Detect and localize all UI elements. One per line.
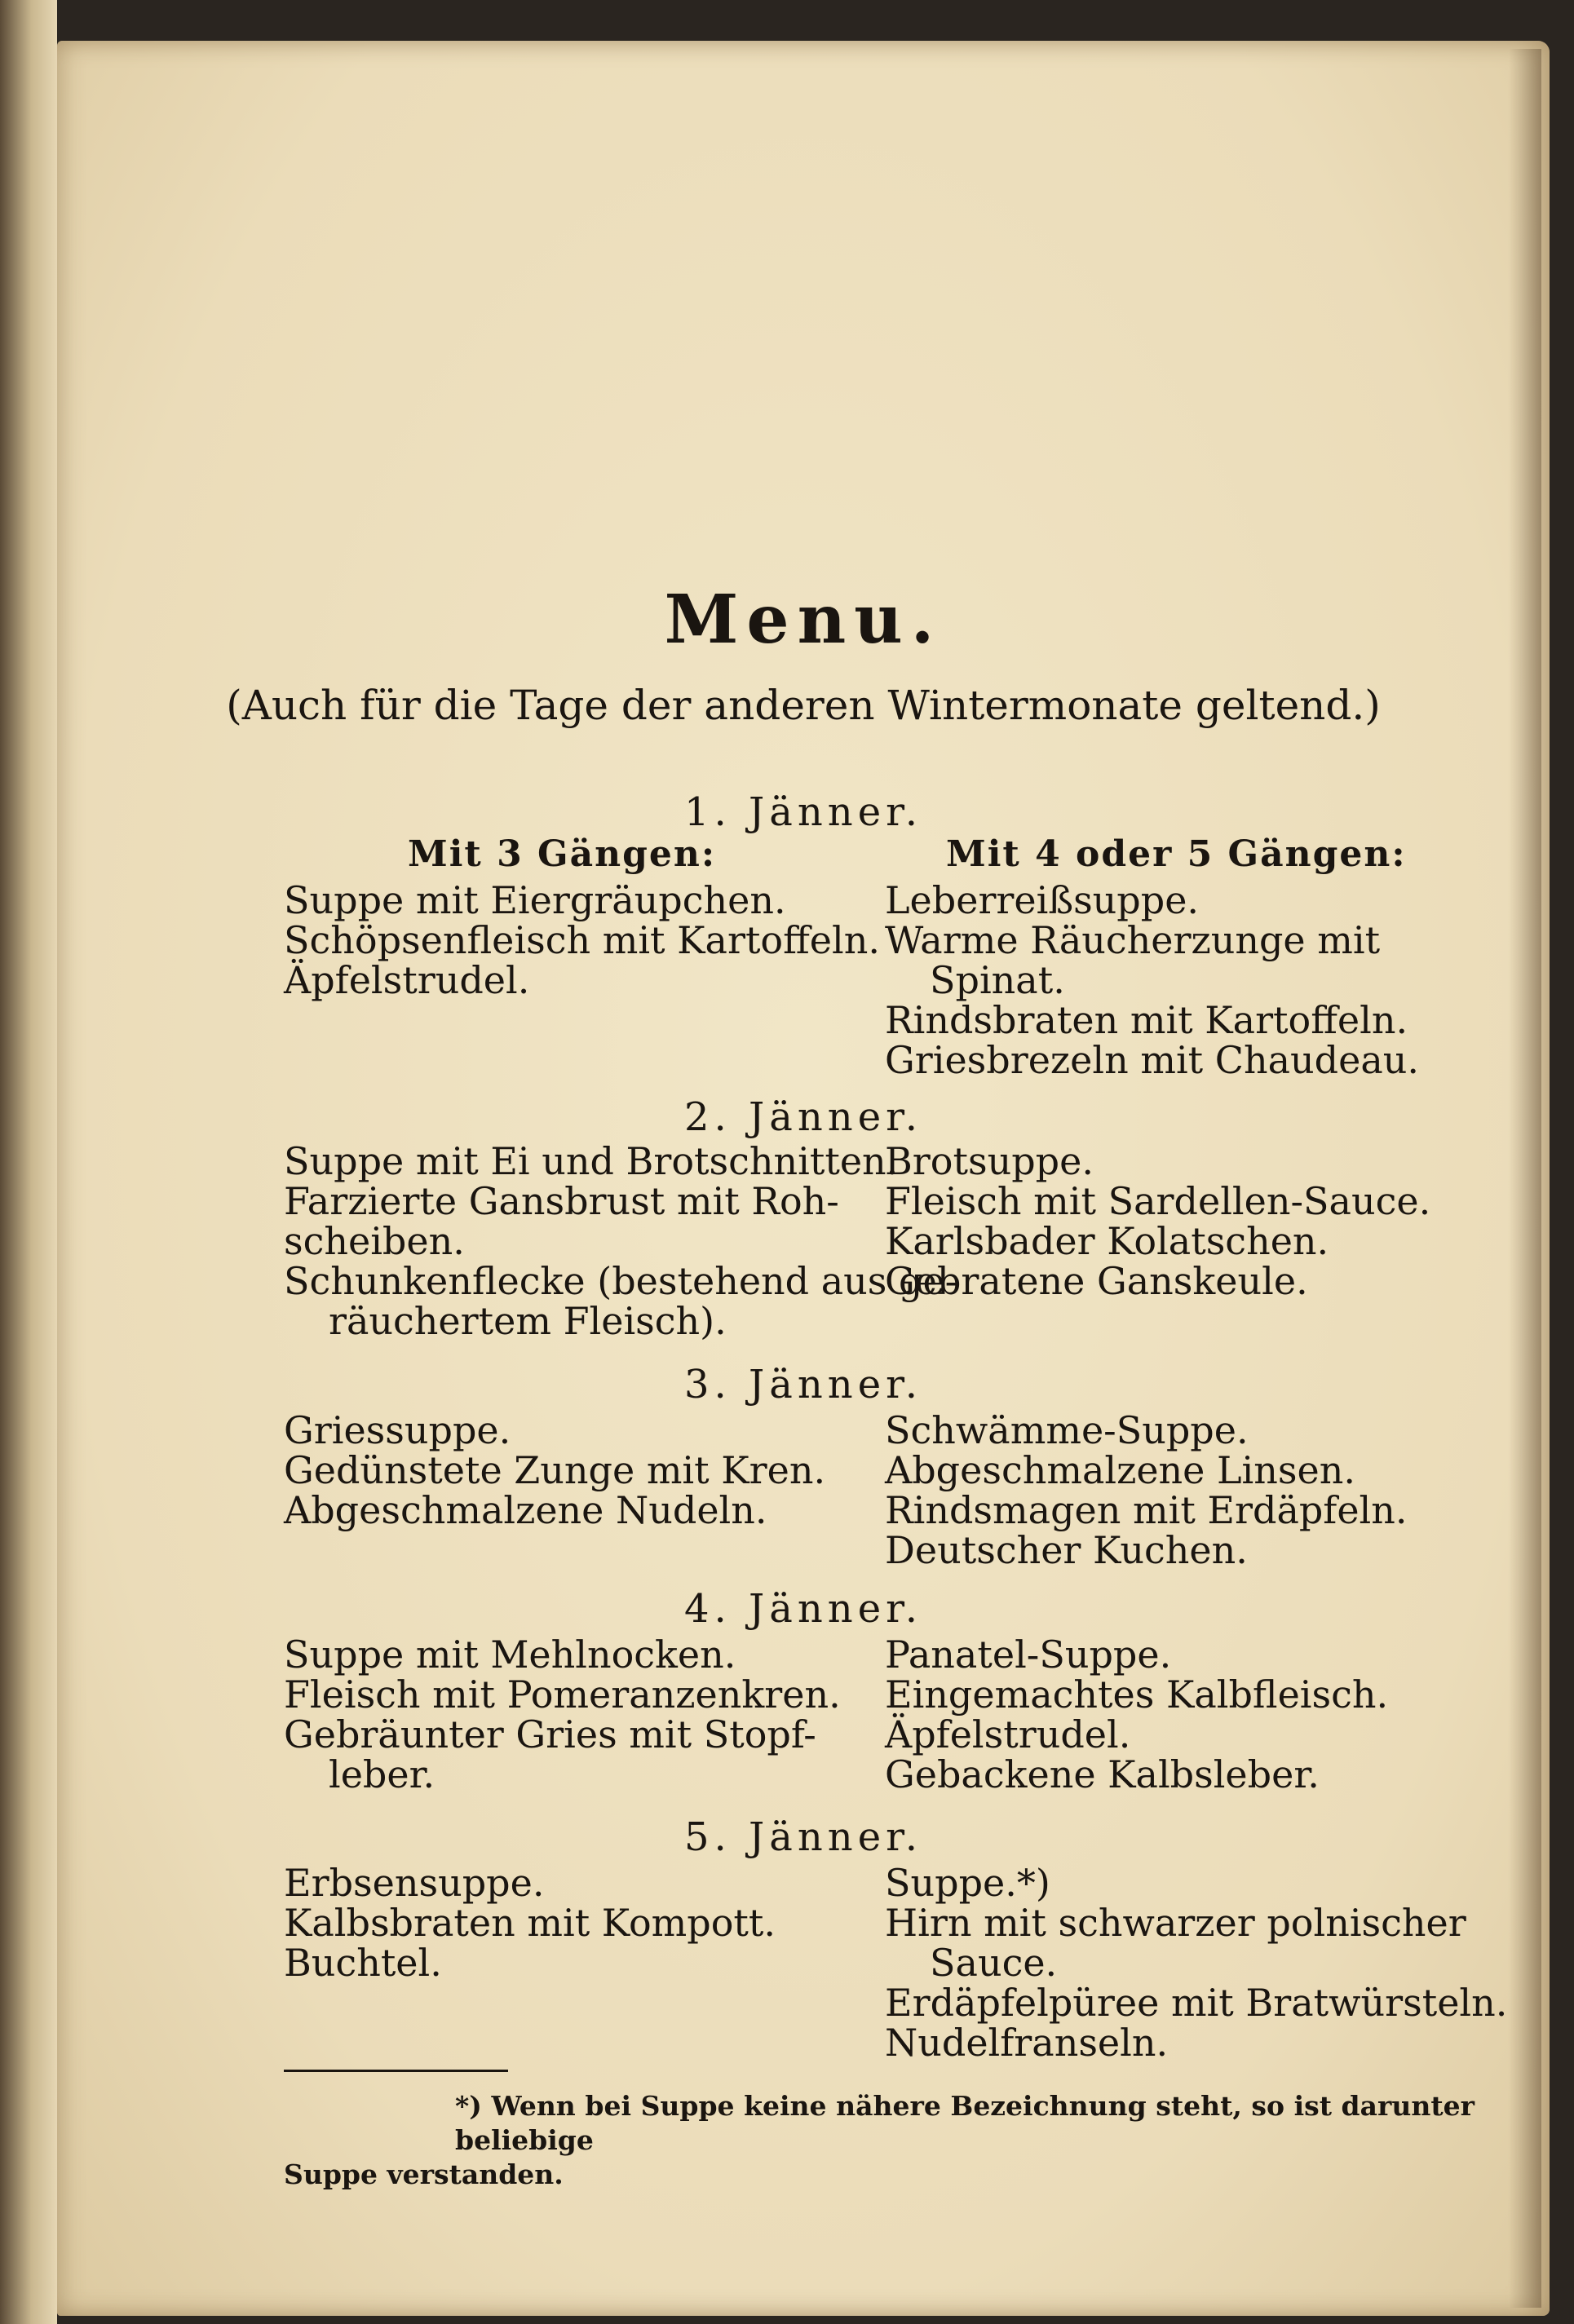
dish: Leberreißsuppe. <box>885 878 1200 922</box>
dish: Griessuppe. <box>284 1408 511 1452</box>
dish: Suppe mit Mehlnocken. <box>284 1633 736 1677</box>
dish: Rindsmagen mit Erdäpfeln. <box>885 1488 1408 1532</box>
dish: Griesbrezeln mit Chaudeau. <box>885 1038 1420 1082</box>
dish: Schwämme-Suppe. <box>885 1408 1249 1452</box>
heading-three-courses: Mit 3 Gängen: <box>408 833 717 875</box>
day-1-three-course-menu <box>284 878 880 1002</box>
day-heading-4: 4. Jänner. <box>683 1586 923 1632</box>
day-1-four-five-course-menu <box>885 878 1505 1082</box>
dish: Gebratene Ganskeule. <box>885 1259 1308 1303</box>
footnote <box>284 2089 1475 2192</box>
dish-continuation: Sauce. <box>930 1941 1058 1985</box>
dish-continuation: scheiben. <box>284 1219 465 1263</box>
day-heading-2: 2. Jänner. <box>683 1094 923 1140</box>
dish: Fleisch mit Sardellen-Sauce. <box>885 1179 1431 1223</box>
heading-four-five-courses: Mit 4 oder 5 Gängen: <box>946 833 1407 875</box>
dish: Schunkenflecke (bestehend aus ge- <box>284 1259 958 1303</box>
dish: Suppe mit Eiergräupchen. <box>284 878 786 922</box>
dish: Erbsensuppe. <box>284 1861 545 1905</box>
dish: Warme Räucherzunge mit <box>885 918 1381 962</box>
dish-continuation: leber. <box>329 1752 436 1796</box>
page-title: Menu. <box>664 581 943 659</box>
day-3-four-five-course-menu <box>885 1408 1505 1572</box>
dish: Gebackene Kalbsleber. <box>885 1752 1320 1796</box>
day-heading-3: 3. Jänner. <box>683 1362 923 1407</box>
day-3-three-course-menu <box>284 1408 871 1532</box>
dish: Panatel-Suppe. <box>885 1633 1172 1677</box>
dish: Brotsuppe. <box>885 1139 1094 1183</box>
footnote-line-2: Suppe verstanden. <box>284 2158 564 2190</box>
dish-continuation: räuchertem Fleisch). <box>329 1299 727 1343</box>
footnote-line-1: *) Wenn bei Suppe keine nähere Bezeichnung steht, so ist darunter beliebige <box>455 2090 1475 2156</box>
dish-continuation: Spinat. <box>930 958 1065 1002</box>
dish: Kalbsbraten mit Kompott. <box>284 1901 776 1945</box>
dish: Nudelfranseln. <box>885 2021 1169 2065</box>
dish: Buchtel. <box>284 1941 442 1985</box>
dish: Rindsbraten mit Kartoffeln. <box>885 998 1408 1042</box>
dish: Fleisch mit Pomeranzenkren. <box>284 1672 841 1716</box>
dish: Äpfelstrudel. <box>885 1712 1131 1756</box>
day-2-four-five-course-menu <box>885 1139 1505 1303</box>
dish: Farzierte Gansbrust mit Roh- <box>284 1179 839 1223</box>
book-page <box>57 41 1550 2316</box>
dish: Gebräunter Gries mit Stopf- <box>284 1712 816 1756</box>
dish: Abgeschmalzene Linsen. <box>885 1448 1355 1492</box>
dish: Äpfelstrudel. <box>284 958 530 1002</box>
dish: Suppe mit Ei und Brotschnitten. <box>284 1139 899 1183</box>
day-4-four-five-course-menu <box>885 1635 1505 1795</box>
day-2-three-course-menu <box>284 1139 958 1343</box>
day-heading-1: 1. Jänner. <box>683 789 923 835</box>
dish: Schöpsenfleisch mit Kartoffeln. <box>284 918 880 962</box>
day-heading-5: 5. Jänner. <box>683 1814 923 1860</box>
dish: Suppe.*) <box>885 1861 1050 1905</box>
dish: Karlsbader Kolatschen. <box>885 1219 1329 1263</box>
dish: Erdäpfelpüree mit Bratwürsteln. <box>885 1981 1508 2025</box>
day-5-four-five-course-menu <box>885 1861 1508 2065</box>
page-gutter-shadow <box>1509 49 1541 2308</box>
page-subtitle: (Auch für die Tage der anderen Wintermonate geltend.) <box>226 682 1381 729</box>
dish: Abgeschmalzene Nudeln. <box>284 1488 767 1532</box>
dish: Gedünstete Zunge mit Kren. <box>284 1448 826 1492</box>
dish: Hirn mit schwarzer polnischer <box>885 1901 1466 1945</box>
book-spine-edge <box>0 0 57 2324</box>
day-4-three-course-menu <box>284 1635 871 1795</box>
footnote-rule <box>284 2070 508 2072</box>
dish: Eingemachtes Kalbfleisch. <box>885 1672 1389 1716</box>
dish: Deutscher Kuchen. <box>885 1528 1248 1572</box>
day-5-three-course-menu <box>284 1863 871 1983</box>
